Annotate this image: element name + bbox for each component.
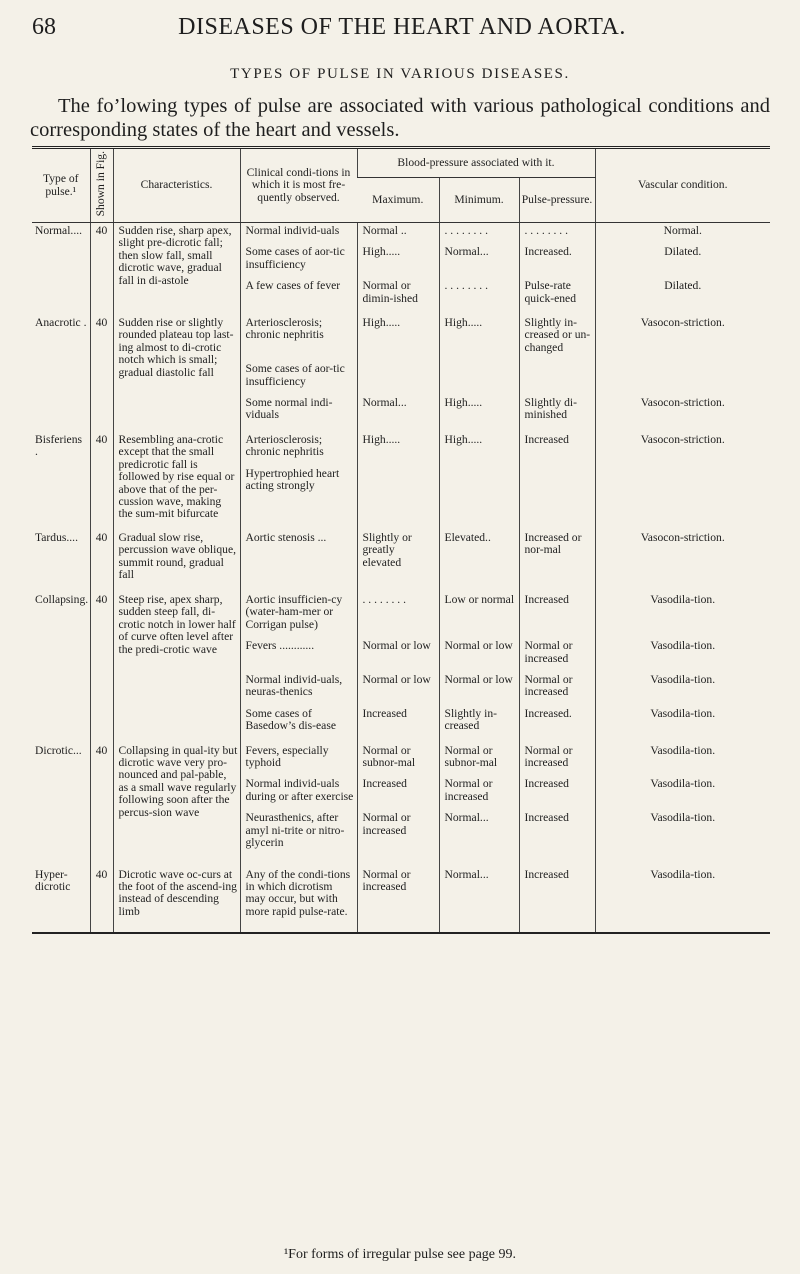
clinical-condition: Aortic stenosis ...	[245, 530, 327, 544]
pulse-pressure: Increased.	[524, 706, 572, 720]
figure-number: 40	[90, 315, 113, 432]
vascular-condition: Dilated.	[664, 279, 702, 293]
bp-minimum: . . . . . . . .	[444, 279, 488, 293]
clinical-condition: Hypertrophied heart acting strongly	[245, 466, 340, 493]
pulse-type-name: Hyper-dicrotic	[35, 867, 71, 893]
vascular-condition-cell	[595, 530, 770, 592]
clinical-condition-cell	[240, 592, 357, 743]
bp-maximum-cell	[357, 743, 439, 867]
vascular-condition: Vasodila-tion.	[650, 743, 716, 757]
pulse-pressure: Increased or nor-mal	[524, 530, 582, 557]
vascular-condition-cell	[595, 432, 770, 530]
pulse-characteristics: Resembling ana-crotic except that the small predicrotic fall is followed by rise equal or above that of the per-cussion wave, making the sum-mit bifurcate	[113, 432, 240, 530]
vascular-condition	[597, 468, 770, 493]
pulse-type-name: Collapsing.	[35, 592, 89, 606]
clinical-condition: Arteriosclerosis; chronic nephritis	[245, 316, 324, 342]
vascular-condition: Normal.	[663, 224, 702, 237]
header-characteristics: Characteristics.	[113, 148, 240, 223]
bp-maximum-cell	[357, 530, 439, 592]
bp-maximum: High.....	[362, 316, 401, 330]
bp-maximum: Increased	[362, 777, 407, 791]
clinical-condition-cell	[240, 530, 357, 592]
figure-number: 40	[90, 592, 113, 743]
bp-maximum-cell	[357, 432, 439, 530]
bp-minimum: Normal...	[444, 245, 489, 259]
vascular-condition: Vasodila-tion.	[650, 811, 716, 825]
pulse-pressure: Normal or increased	[524, 639, 573, 665]
pulse-pressure: Slightly di-minished	[524, 396, 578, 422]
intro-paragraph: The fo’lowing types of pulse are associated with various pathological conditions and corresponding states of the heart and vessels.	[30, 95, 770, 141]
clinical-condition-cell	[240, 432, 357, 530]
bp-minimum: Normal or low	[444, 672, 513, 686]
bp-minimum	[445, 468, 516, 493]
pulse-type-name: Normal....	[35, 224, 83, 237]
pulse-pressure-cell	[519, 867, 595, 933]
clinical-condition: Some normal indi-viduals	[245, 396, 333, 422]
bp-minimum-cell	[439, 223, 519, 316]
vascular-condition	[597, 363, 770, 388]
pulse-pressure-cell	[519, 530, 595, 592]
pulse-type-row	[32, 432, 770, 530]
bp-maximum	[363, 468, 436, 493]
bp-maximum: . . . . . . . .	[362, 592, 406, 606]
bp-minimum: Low or normal	[444, 592, 515, 606]
header-vascular-condition: Vascular condition.	[595, 148, 770, 223]
bp-minimum-cell	[439, 530, 519, 592]
vascular-condition: Vasocon-striction.	[640, 316, 725, 330]
pulse-pressure-cell	[519, 223, 595, 316]
pulse-pressure	[525, 468, 592, 493]
pulse-pressure	[525, 363, 592, 388]
header-shown-in-fig-label: Shown in Fig.	[94, 151, 108, 217]
clinical-condition: Aortic insufficien-cy (water-ham-mer or Corrigan pulse)	[245, 592, 343, 631]
clinical-condition: Some cases of Basedow’s dis-ease	[245, 706, 336, 733]
bp-minimum-cell	[439, 315, 519, 432]
bp-maximum: Normal or increased	[362, 867, 411, 893]
vascular-condition: Vasodila-tion.	[650, 706, 716, 720]
bp-maximum-cell	[357, 592, 439, 743]
figure-number: 40	[90, 530, 113, 592]
running-head: DISEASES OF THE HEART AND AORTA.	[178, 14, 626, 40]
page-header	[32, 14, 772, 44]
pulse-pressure: Normal or increased	[524, 672, 573, 699]
pulse-pressure: Increased	[524, 592, 569, 606]
vascular-condition: Dilated.	[664, 245, 702, 259]
clinical-condition: Any of the condi-tions in which dicrotism may occur, but with more rapid pulse-rate.	[245, 867, 351, 918]
pulse-type-row	[32, 743, 770, 867]
clinical-condition-cell	[240, 867, 357, 933]
bp-maximum: Normal or subnor-mal	[362, 743, 416, 769]
bp-maximum-cell	[357, 315, 439, 432]
pulse-characteristics: Sudden rise or slightly rounded plateau top last-ing almost to di-crotic notch which is small; gradual diastolic fall	[113, 315, 240, 432]
header-type: Type of pulse.¹	[32, 148, 90, 223]
bp-minimum: High.....	[444, 316, 483, 330]
vascular-condition: Vasocon-striction.	[640, 530, 725, 544]
pulse-pressure: . . . . . . . .	[524, 224, 568, 237]
pulse-characteristics: Collapsing in qual-ity but dicrotic wave very pro-nounced and pal-pable, as a small wave regularly following soon after the percus-sion wave	[113, 743, 240, 867]
clinical-condition-cell	[240, 223, 357, 316]
pulse-pressure: Increased	[524, 867, 569, 881]
figure-number: 40	[90, 743, 113, 867]
vascular-condition: Vasocon-striction.	[640, 432, 725, 446]
bp-minimum: High.....	[444, 396, 483, 410]
footnote: ¹For forms of irregular pulse see page 99.	[283, 1247, 517, 1262]
pulse-pressure: Increased	[524, 811, 569, 825]
bp-maximum: Increased	[362, 706, 407, 720]
bp-minimum: Slightly in-creased	[444, 706, 498, 733]
pulse-type-row	[32, 867, 770, 933]
bp-minimum: Normal or subnor-mal	[444, 743, 498, 769]
pulse-pressure: Increased	[524, 432, 569, 446]
pulse-type-name: Tardus....	[35, 530, 78, 544]
pulse-pressure: Increased.	[524, 245, 572, 259]
pulse-types-table	[32, 146, 770, 934]
pulse-characteristics: Dicrotic wave oc-curs at the foot of the ascend-ing instead of descending limb	[113, 867, 240, 933]
pulse-pressure: Pulse-rate quick-ened	[524, 279, 577, 305]
bp-minimum: Normal...	[444, 811, 489, 825]
page-number: 68	[32, 14, 56, 40]
bp-minimum: Normal...	[444, 867, 489, 881]
bp-minimum-cell	[439, 592, 519, 743]
header-blood-pressure: Blood-pressure associated with it.	[357, 148, 595, 178]
vascular-condition: Vasocon-striction.	[640, 396, 725, 410]
bp-maximum: Slightly or greatly elevated	[362, 530, 412, 569]
bp-minimum-cell	[439, 867, 519, 933]
bp-maximum: High.....	[362, 432, 401, 446]
figure-number: 40	[90, 432, 113, 530]
pulse-pressure-cell	[519, 315, 595, 432]
header-pulse-pressure: Pulse-pressure.	[519, 178, 595, 223]
pulse-type-row	[32, 315, 770, 432]
header-maximum: Maximum.	[357, 178, 439, 223]
figure-number: 40	[90, 867, 113, 933]
vascular-condition: Vasodila-tion.	[650, 592, 716, 606]
section-title: TYPES OF PULSE IN VARIOUS DISEASES.	[230, 66, 570, 82]
vascular-condition: Vasodila-tion.	[650, 639, 716, 653]
clinical-condition-cell	[240, 743, 357, 867]
clinical-condition-cell	[240, 315, 357, 432]
pulse-pressure: Normal or increased	[524, 743, 573, 769]
bp-maximum: Normal or dimin-ished	[362, 279, 418, 305]
bp-maximum: High.....	[362, 245, 401, 259]
bp-minimum: Normal or increased	[444, 777, 493, 803]
bp-maximum: Normal or low	[362, 639, 431, 653]
bp-maximum: Normal or increased	[362, 811, 411, 837]
bp-minimum: Normal or low	[444, 639, 513, 653]
pulse-type-row	[32, 223, 770, 316]
pulse-pressure-cell	[519, 432, 595, 530]
pulse-type-name: Anacrotic .	[35, 316, 87, 330]
vascular-condition-cell	[595, 592, 770, 743]
pulse-characteristics: Gradual slow rise, percussion wave oblique, summit round, gradual fall	[113, 530, 240, 592]
bp-minimum: High.....	[444, 432, 483, 446]
pulse-pressure: Increased	[524, 777, 569, 791]
pulse-type-row	[32, 592, 770, 743]
pulse-type-name: Dicrotic...	[35, 743, 82, 757]
vascular-condition-cell	[595, 743, 770, 867]
bp-minimum-cell	[439, 432, 519, 530]
clinical-condition: Neurasthenics, after amyl ni-trite or nitro-glycerin	[245, 811, 345, 849]
pulse-pressure-cell	[519, 743, 595, 867]
pulse-type-row	[32, 530, 770, 592]
bp-maximum: Normal ..	[362, 224, 407, 237]
header-clinical-conditions: Clinical condi-tions in which it is most fre-quently observed.	[240, 148, 357, 223]
clinical-condition: Some cases of aor-tic insufficiency	[245, 362, 345, 388]
pulse-table-body	[32, 223, 770, 933]
pulse-pressure-cell	[519, 592, 595, 743]
vascular-condition: Vasodila-tion.	[650, 867, 716, 881]
bp-minimum: . . . . . . . .	[444, 224, 488, 237]
vascular-condition-cell	[595, 315, 770, 432]
bp-minimum-cell	[439, 743, 519, 867]
pulse-characteristics: Steep rise, apex sharp, sudden steep fall, di-crotic notch in lower half of curve often level after the predi-crotic wave	[113, 592, 240, 743]
bp-minimum: Elevated..	[444, 530, 491, 544]
clinical-condition: Some cases of aor-tic insufficiency	[245, 245, 345, 271]
clinical-condition: Normal individ-uals, neuras-thenics	[245, 672, 343, 699]
clinical-condition: Normal individ-uals	[245, 224, 340, 237]
bp-maximum-cell	[357, 867, 439, 933]
vascular-condition-cell	[595, 223, 770, 316]
vascular-condition-cell	[595, 867, 770, 933]
bp-maximum: Normal or low	[362, 672, 431, 686]
figure-number: 40	[90, 223, 113, 316]
clinical-condition: Fevers ............	[245, 639, 315, 653]
header-shown-in-fig	[90, 148, 113, 223]
vascular-condition: Vasodila-tion.	[650, 777, 716, 791]
clinical-condition: Normal individ-uals during or after exercise	[245, 777, 354, 803]
bp-maximum-cell	[357, 223, 439, 316]
clinical-condition: Fevers, especially typhoid	[245, 743, 329, 769]
bp-maximum: Normal...	[362, 396, 407, 410]
clinical-condition: Arteriosclerosis; chronic nephritis	[245, 432, 324, 459]
pulse-characteristics: Sudden rise, sharp apex, slight pre-dicrotic fall; then slow fall, small dicrotic wave, gradual fall in di-astole	[113, 223, 240, 316]
bp-maximum	[363, 363, 436, 388]
header-minimum: Minimum.	[439, 178, 519, 223]
bp-minimum	[445, 363, 516, 388]
vascular-condition: Vasodila-tion.	[650, 672, 716, 686]
clinical-condition: A few cases of fever	[245, 279, 341, 293]
pulse-type-name: Bisferiens .	[35, 432, 83, 459]
pulse-pressure: Slightly in-creased or un-changed	[524, 316, 591, 354]
